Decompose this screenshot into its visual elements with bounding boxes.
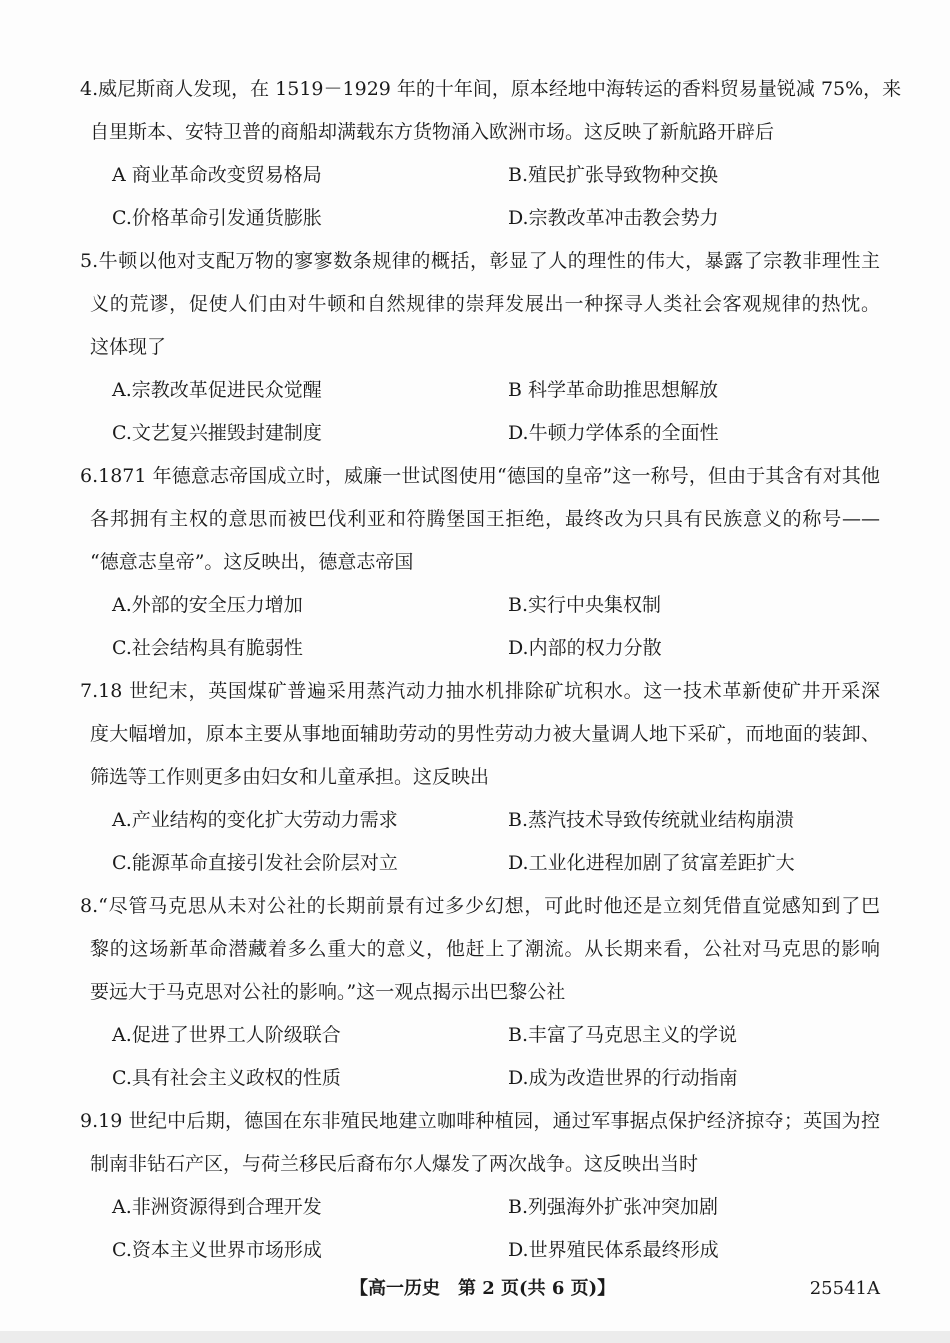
option-C: C.具有社会主义政权的性质 bbox=[112, 1067, 341, 1089]
question-stem-line: 9.19 世纪中后期，德国在东非殖民地建立咖啡种植园，通过军事据点保护经济掠夺；英国为控 bbox=[80, 1110, 880, 1132]
exam-code: 25541A bbox=[809, 1278, 880, 1299]
options-row bbox=[0, 154, 950, 197]
question-8 bbox=[0, 885, 950, 1100]
option-C: C.社会结构具有脆弱性 bbox=[112, 637, 303, 659]
question-stem-line: 制南非钻石产区，与荷兰移民后裔布尔人爆发了两次战争。这反映出当时 bbox=[90, 1153, 699, 1175]
option-B: B.殖民扩张导致物种交换 bbox=[508, 164, 719, 186]
question-stem-line: 7.18 世纪末，英国煤矿普遍采用蒸汽动力抽水机排除矿坑积水。这一技术革新使矿井开采深 bbox=[80, 680, 880, 702]
option-A: A.非洲资源得到合理开发 bbox=[112, 1196, 322, 1218]
options-row bbox=[0, 369, 950, 412]
options-row bbox=[0, 799, 950, 842]
option-C: C.文艺复兴摧毁封建制度 bbox=[112, 422, 322, 444]
question-9 bbox=[0, 1100, 950, 1272]
option-A: A.促进了世界工人阶级联合 bbox=[112, 1024, 341, 1046]
question-stem-line: 黎的这场新革命潜藏着多么重大的意义，他赶上了潮流。从长期来看，公社对马克思的影响 bbox=[90, 938, 880, 960]
question-stem-line: 义的荒谬，促使人们由对牛顿和自然规律的崇拜发展出一种探寻人类社会客观规律的热忱。 bbox=[90, 293, 880, 315]
options-row bbox=[0, 1057, 950, 1100]
question-stem-line: “德意志皇帝”。这反映出，德意志帝国 bbox=[90, 551, 414, 573]
options-row bbox=[0, 412, 950, 455]
option-D: D.牛顿力学体系的全面性 bbox=[508, 422, 719, 444]
options-row bbox=[0, 1186, 950, 1229]
question-stem-line: 4.威尼斯商人发现，在 1519－1929 年的十年间，原本经地中海转运的香料贸易量锐减 75%，来 bbox=[80, 78, 902, 100]
exam-page bbox=[0, 68, 950, 1272]
question-stem-line: 自里斯本、安特卫普的商船却满载东方货物涌入欧洲市场。这反映了新航路开辟后 bbox=[90, 121, 775, 143]
question-stem-line: 这体现了 bbox=[90, 336, 167, 358]
option-A: A.外部的安全压力增加 bbox=[112, 594, 303, 616]
option-D: D.工业化进程加剧了贫富差距扩大 bbox=[508, 852, 795, 874]
footer-title: 【高一历史 第 2 页(共 6 页)】 bbox=[350, 1278, 616, 1299]
options-row bbox=[0, 584, 950, 627]
option-A: A.宗教改革促进民众觉醒 bbox=[112, 379, 322, 401]
question-6 bbox=[0, 455, 950, 670]
question-stem-line: 各邦拥有主权的意思而被巴伐利亚和符腾堡国王拒绝，最终改为只具有民族意义的称号—— bbox=[90, 508, 880, 530]
options-row bbox=[0, 1229, 950, 1272]
option-B: B 科学革命助推思想解放 bbox=[508, 379, 719, 401]
option-B: B.列强海外扩张冲突加剧 bbox=[508, 1196, 719, 1218]
question-stem-line: 筛选等工作则更多由妇女和儿童承担。这反映出 bbox=[90, 766, 490, 788]
option-D: D.宗教改革冲击教会势力 bbox=[508, 207, 719, 229]
question-stem-line: 8.“尽管马克思从未对公社的长期前景有过多少幻想，可此时他还是立刻凭借直觉感知到了巴 bbox=[80, 895, 880, 917]
options-row bbox=[0, 627, 950, 670]
option-C: C.价格革命引发通货膨胀 bbox=[112, 207, 322, 229]
question-stem-line: 5.牛顿以他对支配万物的寥寥数条规律的概括，彰显了人的理性的伟大，暴露了宗教非理性主 bbox=[80, 250, 880, 272]
options-row bbox=[0, 197, 950, 240]
question-4 bbox=[0, 68, 950, 240]
option-A: A.产业结构的变化扩大劳动力需求 bbox=[112, 809, 398, 831]
question-5 bbox=[0, 240, 950, 455]
options-row bbox=[0, 1014, 950, 1057]
option-C: C.能源革命直接引发社会阶层对立 bbox=[112, 852, 398, 874]
option-A: A 商业革命改变贸易格局 bbox=[112, 164, 322, 186]
question-stem-line: 要远大于马克思对公社的影响。”这一观点揭示出巴黎公社 bbox=[90, 981, 566, 1003]
question-stem-line: 度大幅增加，原本主要从事地面辅助劳动的男性劳动力被大量调人地下采矿，而地面的装卸、 bbox=[90, 723, 880, 745]
scan-edge bbox=[0, 1331, 950, 1343]
option-B: B.实行中央集权制 bbox=[508, 594, 662, 616]
option-B: B.丰富了马克思主义的学说 bbox=[508, 1024, 738, 1046]
options-row bbox=[0, 842, 950, 885]
page-footer bbox=[0, 1274, 950, 1304]
option-D: D.世界殖民体系最终形成 bbox=[508, 1239, 719, 1261]
option-D: D.内部的权力分散 bbox=[508, 637, 662, 659]
option-D: D.成为改造世界的行动指南 bbox=[508, 1067, 738, 1089]
question-stem-line: 6.1871 年德意志帝国成立时，威廉一世试图使用“德国的皇帝”这一称号，但由于其含有对其他 bbox=[80, 465, 880, 487]
option-C: C.资本主义世界市场形成 bbox=[112, 1239, 322, 1261]
option-B: B.蒸汽技术导致传统就业结构崩溃 bbox=[508, 809, 795, 831]
question-7 bbox=[0, 670, 950, 885]
